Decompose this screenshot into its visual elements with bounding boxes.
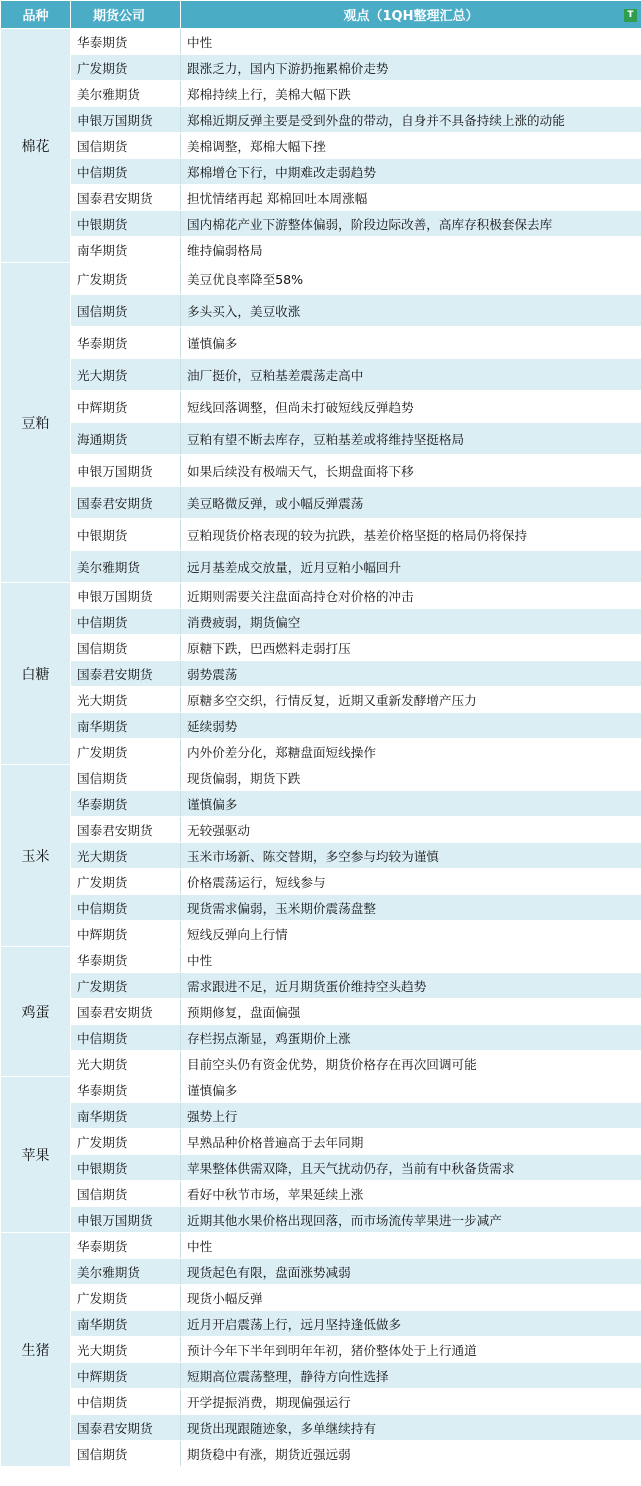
company-cell: 美尔雅期货 — [71, 81, 181, 107]
table-row — [1, 921, 641, 947]
table-row — [1, 687, 641, 713]
table-body — [1, 29, 641, 1467]
opinion-cell: 油厂挺价，豆粕基差震荡走高中 — [181, 359, 641, 391]
table-row — [1, 263, 641, 295]
opinion-cell: 延续弱势 — [181, 713, 641, 739]
opinion-cell: 中性 — [181, 947, 641, 973]
company-cell: 中银期货 — [71, 519, 181, 551]
opinion-cell: 弱势震荡 — [181, 661, 641, 687]
company-cell: 中信期货 — [71, 1025, 181, 1051]
variety-cell: 生猪 — [1, 1233, 71, 1467]
table-row — [1, 609, 641, 635]
company-cell: 国信期货 — [71, 1181, 181, 1207]
table-row — [1, 973, 641, 999]
opinion-cell: 远月基差成交放量，近月豆粕小幅回升 — [181, 551, 641, 583]
opinion-cell: 看好中秋节市场，苹果延续上涨 — [181, 1181, 641, 1207]
company-cell: 国信期货 — [71, 635, 181, 661]
opinion-cell: 需求跟进不足，近月期货蛋价维持空头趋势 — [181, 973, 641, 999]
opinion-cell: 近期则需要关注盘面高持仓对价格的冲击 — [181, 583, 641, 609]
table-row — [1, 29, 641, 55]
opinion-cell: 开学提振消费，期现偏强运行 — [181, 1389, 641, 1415]
opinion-cell: 短期高位震荡整理，静待方向性选择 — [181, 1363, 641, 1389]
company-cell: 光大期货 — [71, 359, 181, 391]
table-row — [1, 237, 641, 263]
opinion-cell: 郑棉近期反弹主要是受到外盘的带动，自身并不具备持续上涨的动能 — [181, 107, 641, 133]
table-row — [1, 895, 641, 921]
company-cell: 光大期货 — [71, 1051, 181, 1077]
company-cell: 国信期货 — [71, 1441, 181, 1467]
table-row — [1, 791, 641, 817]
opinion-cell: 担忧情绪再起 郑棉回吐本周涨幅 — [181, 185, 641, 211]
table-row — [1, 487, 641, 519]
company-cell: 国泰君安期货 — [71, 1415, 181, 1441]
company-cell: 南华期货 — [71, 1311, 181, 1337]
opinion-cell: 现货需求偏弱，玉米期价震荡盘整 — [181, 895, 641, 921]
table-row — [1, 947, 641, 973]
company-cell: 南华期货 — [71, 713, 181, 739]
header-variety: 品种 — [1, 1, 71, 29]
table-row — [1, 107, 641, 133]
table-row — [1, 739, 641, 765]
company-cell: 国信期货 — [71, 295, 181, 327]
variety-cell: 棉花 — [1, 29, 71, 263]
table-row — [1, 159, 641, 185]
company-cell: 国信期货 — [71, 765, 181, 791]
table-row — [1, 1337, 641, 1363]
table-row — [1, 1155, 641, 1181]
company-cell: 华泰期货 — [71, 947, 181, 973]
header-company: 期货公司 — [71, 1, 181, 29]
table-row — [1, 843, 641, 869]
opinion-cell: 谨慎偏多 — [181, 791, 641, 817]
opinion-cell: 原糖多空交织，行情反复，近期又重新发酵增产压力 — [181, 687, 641, 713]
table-row — [1, 455, 641, 487]
opinion-cell: 消费疲弱，期货偏空 — [181, 609, 641, 635]
company-cell: 中银期货 — [71, 211, 181, 237]
table-row — [1, 551, 641, 583]
company-cell: 华泰期货 — [71, 791, 181, 817]
variety-cell: 鸡蛋 — [1, 947, 71, 1077]
company-cell: 中信期货 — [71, 1389, 181, 1415]
table-row — [1, 765, 641, 791]
opinion-cell: 郑棉持续上行，美棉大幅下跌 — [181, 81, 641, 107]
company-cell: 华泰期货 — [71, 1077, 181, 1103]
table-row — [1, 1181, 641, 1207]
opinion-cell: 内外价差分化，郑糖盘面短线操作 — [181, 739, 641, 765]
opinion-cell: 原糖下跌，巴西燃料走弱打压 — [181, 635, 641, 661]
company-cell: 广发期货 — [71, 973, 181, 999]
opinion-cell: 中性 — [181, 1233, 641, 1259]
opinion-cell: 目前空头仍有资金优势，期货价格存在再次回调可能 — [181, 1051, 641, 1077]
company-cell: 中辉期货 — [71, 1363, 181, 1389]
company-cell: 海通期货 — [71, 423, 181, 455]
company-cell: 美尔雅期货 — [71, 551, 181, 583]
opinion-cell: 现货偏弱，期货下跌 — [181, 765, 641, 791]
table-row — [1, 635, 641, 661]
company-cell: 光大期货 — [71, 1337, 181, 1363]
company-cell: 广发期货 — [71, 263, 181, 295]
opinion-cell: 期货稳中有涨，期货近强远弱 — [181, 1441, 641, 1467]
company-cell: 申银万国期货 — [71, 1207, 181, 1233]
table-row — [1, 1051, 641, 1077]
table-row — [1, 1233, 641, 1259]
table-row — [1, 1311, 641, 1337]
opinion-cell: 国内棉花产业下游整体偏弱，阶段边际改善，高库存积极套保去库 — [181, 211, 641, 237]
opinion-cell: 郑棉增仓下行，中期难改走弱趋势 — [181, 159, 641, 185]
header-row — [1, 1, 641, 29]
opinion-cell: 中性 — [181, 29, 641, 55]
table-row — [1, 817, 641, 843]
opinion-cell: 美豆略微反弹，或小幅反弹震荡 — [181, 487, 641, 519]
opinion-cell: 现货出现跟随迹象，多单继续持有 — [181, 1415, 641, 1441]
opinion-cell: 美豆优良率降至58% — [181, 263, 641, 295]
variety-cell: 玉米 — [1, 765, 71, 947]
company-cell: 申银万国期货 — [71, 107, 181, 133]
company-cell: 中银期货 — [71, 1155, 181, 1181]
opinion-cell: 谨慎偏多 — [181, 1077, 641, 1103]
company-cell: 中辉期货 — [71, 391, 181, 423]
table-row — [1, 661, 641, 687]
opinion-cell: 价格震荡运行，短线参与 — [181, 869, 641, 895]
variety-cell: 白糖 — [1, 583, 71, 765]
table-row — [1, 1129, 641, 1155]
table-row — [1, 423, 641, 455]
header-opinion — [181, 1, 641, 29]
table-row — [1, 1363, 641, 1389]
table-row — [1, 583, 641, 609]
company-cell: 广发期货 — [71, 55, 181, 81]
company-cell: 申银万国期货 — [71, 583, 181, 609]
company-cell: 中信期货 — [71, 895, 181, 921]
variety-cell: 豆粕 — [1, 263, 71, 583]
company-cell: 南华期货 — [71, 237, 181, 263]
table-row — [1, 391, 641, 423]
company-cell: 国泰君安期货 — [71, 817, 181, 843]
opinion-cell: 跟涨乏力，国内下游扔拖累棉价走势 — [181, 55, 641, 81]
opinion-cell: 如果后续没有极端天气，长期盘面将下移 — [181, 455, 641, 487]
company-cell: 国泰君安期货 — [71, 661, 181, 687]
table-row — [1, 133, 641, 159]
variety-cell: 苹果 — [1, 1077, 71, 1233]
table-row — [1, 1259, 641, 1285]
opinion-cell: 预计今年下半年到明年年初，猪价整体处于上行通道 — [181, 1337, 641, 1363]
company-cell: 华泰期货 — [71, 327, 181, 359]
table-row — [1, 1285, 641, 1311]
table-row — [1, 713, 641, 739]
header-opinion-label: 观点（1QH整理汇总） — [343, 9, 479, 24]
table-row — [1, 327, 641, 359]
table-row — [1, 999, 641, 1025]
opinion-cell: 玉米市场新、陈交替期，多空参与均较为谨慎 — [181, 843, 641, 869]
company-cell: 光大期货 — [71, 843, 181, 869]
company-cell: 国泰君安期货 — [71, 185, 181, 211]
company-cell: 光大期货 — [71, 687, 181, 713]
opinion-cell: 无较强驱动 — [181, 817, 641, 843]
opinion-cell: 谨慎偏多 — [181, 327, 641, 359]
opinion-cell: 现货小幅反弹 — [181, 1285, 641, 1311]
table-row — [1, 211, 641, 237]
company-cell: 广发期货 — [71, 739, 181, 765]
table-row — [1, 185, 641, 211]
table-row — [1, 1441, 641, 1467]
opinion-cell: 豆粕现货价格表现的较为抗跌，基差价格坚挺的格局仍将保持 — [181, 519, 641, 551]
table-row — [1, 1077, 641, 1103]
company-cell: 中信期货 — [71, 609, 181, 635]
table-row — [1, 869, 641, 895]
opinion-cell: 美棉调整，郑棉大幅下挫 — [181, 133, 641, 159]
table-row — [1, 359, 641, 391]
company-cell: 广发期货 — [71, 869, 181, 895]
company-cell: 南华期货 — [71, 1103, 181, 1129]
table-row — [1, 1415, 641, 1441]
table-row — [1, 55, 641, 81]
opinion-cell: 短线反弹向上行情 — [181, 921, 641, 947]
table-row — [1, 1207, 641, 1233]
company-cell: 国信期货 — [71, 133, 181, 159]
opinion-cell: 豆粕有望不断去库存，豆粕基差或将维持坚挺格局 — [181, 423, 641, 455]
company-cell: 国泰君安期货 — [71, 487, 181, 519]
company-cell: 中信期货 — [71, 159, 181, 185]
opinion-cell: 近期其他水果价格出现回落，而市场流传苹果进一步减产 — [181, 1207, 641, 1233]
company-cell: 广发期货 — [71, 1285, 181, 1311]
table-row — [1, 519, 641, 551]
table-filter-icon[interactable]: T — [624, 9, 637, 22]
company-cell: 美尔雅期货 — [71, 1259, 181, 1285]
opinion-cell: 近月开启震荡上行，远月坚持逢低做多 — [181, 1311, 641, 1337]
company-cell: 广发期货 — [71, 1129, 181, 1155]
opinion-cell: 存栏拐点渐显，鸡蛋期价上涨 — [181, 1025, 641, 1051]
table-row — [1, 81, 641, 107]
table-row — [1, 295, 641, 327]
table-row — [1, 1103, 641, 1129]
opinion-cell: 预期修复，盘面偏强 — [181, 999, 641, 1025]
opinion-cell: 多头买入，美豆收涨 — [181, 295, 641, 327]
opinion-cell: 早熟品种价格普遍高于去年同期 — [181, 1129, 641, 1155]
opinion-cell: 强势上行 — [181, 1103, 641, 1129]
company-cell: 华泰期货 — [71, 1233, 181, 1259]
opinion-cell: 苹果整体供需双降，且天气扰动仍存，当前有中秋备货需求 — [181, 1155, 641, 1181]
table-row — [1, 1025, 641, 1051]
table-row — [1, 1389, 641, 1415]
opinion-cell: 维持偏弱格局 — [181, 237, 641, 263]
company-cell: 国泰君安期货 — [71, 999, 181, 1025]
opinion-cell: 短线回落调整，但尚未打破短线反弹趋势 — [181, 391, 641, 423]
opinion-cell: 现货起色有限，盘面涨势减弱 — [181, 1259, 641, 1285]
company-cell: 华泰期货 — [71, 29, 181, 55]
company-cell: 申银万国期货 — [71, 455, 181, 487]
company-cell: 中辉期货 — [71, 921, 181, 947]
